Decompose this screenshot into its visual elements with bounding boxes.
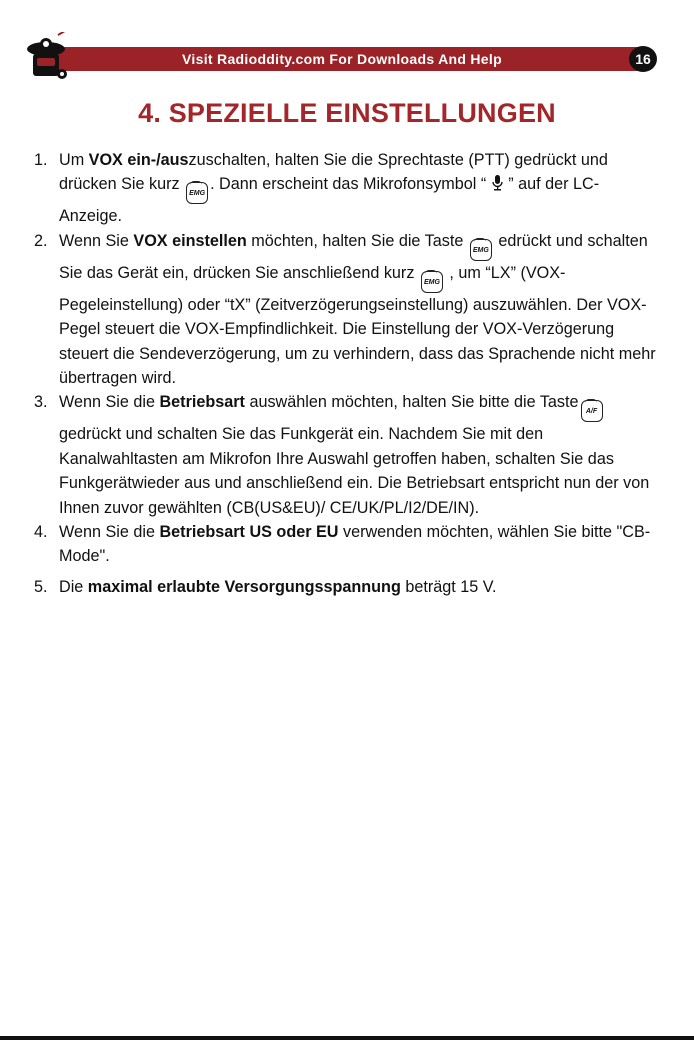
item-text: Wenn Sie die: [59, 523, 160, 542]
header-banner: [48, 47, 656, 71]
section-title: 4. SPEZIELLE EINSTELLUNGEN: [138, 98, 556, 128]
item-bold-text: VOX ein-/aus: [88, 151, 189, 169]
item-number: 5.: [34, 577, 48, 596]
list-item: [34, 520, 656, 569]
list-item: [34, 148, 656, 229]
af-key-icon: A/F: [581, 400, 603, 422]
item-number: 3.: [34, 393, 48, 412]
page-number-badge: 16: [629, 46, 657, 72]
emg-key-icon: EMG: [421, 271, 443, 293]
item-text: gedrückt und schalten Sie das Funkgerät ein. Nachdem Sie mit den Kanalwahltasten am Mikrofon Ihre Auswahl getroffen haben, schalten Sie das Funkgerätwieder aus und anschließend ein. Die Betriebsart entspricht nun der von Ihnen zuvor gewählten (CB(US&EU)/ CE/UK/PL/I2/DE/IN).: [59, 425, 650, 517]
emg-key-icon: EMG: [470, 239, 492, 261]
item-text: Wenn Sie: [59, 231, 134, 250]
item-number: 1.: [34, 151, 48, 169]
item-text: , um “LX” (VOX-Pegeleinstellung) oder “tX” (Zeitverzögerungseinstellung) auszuwählen. Der VOX-Pegel steuert die VOX-Empfindlichkeit. Die Einstellung der VOX-Verzögerung steuert die Sendeverzögerung, um zu verhindern, dass das Sprachende nicht mehr übertragen wird.: [59, 263, 656, 388]
microphone-icon: [491, 175, 504, 191]
settings-list: [34, 148, 656, 599]
page-header: [0, 0, 694, 90]
robot-logo-icon: [24, 32, 82, 82]
item-text: Die: [59, 577, 88, 596]
item-text: . Dann erscheint das Mikrofonsymbol “: [210, 175, 491, 194]
footer-divider: [0, 1036, 694, 1040]
item-bold-text: VOX einstellen: [133, 231, 247, 250]
item-text: beträgt 15 V.: [400, 577, 497, 596]
item-text: edrückt und schalten Sie das Gerät ein, drücken Sie anschließend kurz: [59, 231, 648, 282]
item-bold-text: Betriebsart: [159, 393, 245, 412]
item-text: möchten, halten Sie die Taste: [246, 231, 468, 250]
list-item: [34, 575, 656, 599]
item-number: 4.: [34, 523, 48, 542]
emg-key-icon: EMG: [186, 182, 208, 204]
item-bold-text: maximal erlaubte Versorgungsspannung: [87, 577, 401, 596]
item-text: Wenn Sie die: [59, 393, 160, 412]
list-item: [34, 390, 656, 520]
banner-text: Visit Radioddity.com For Downloads And Help: [182, 51, 502, 67]
item-text: Um: [59, 151, 89, 169]
item-bold-text: Betriebsart US oder EU: [159, 523, 339, 542]
item-text: ” auf der LC-Anzeige.: [59, 175, 600, 226]
item-number: 2.: [34, 231, 48, 250]
item-text: zuschalten, halten Sie die Sprechtaste (PTT) gedrückt und drücken Sie kurz: [59, 151, 608, 194]
list-item: [34, 229, 656, 391]
item-text: auswählen möchten, halten Sie bitte die Taste: [244, 393, 579, 412]
item-text: verwenden möchten, wählen Sie bitte "CB-Mode".: [59, 523, 651, 566]
